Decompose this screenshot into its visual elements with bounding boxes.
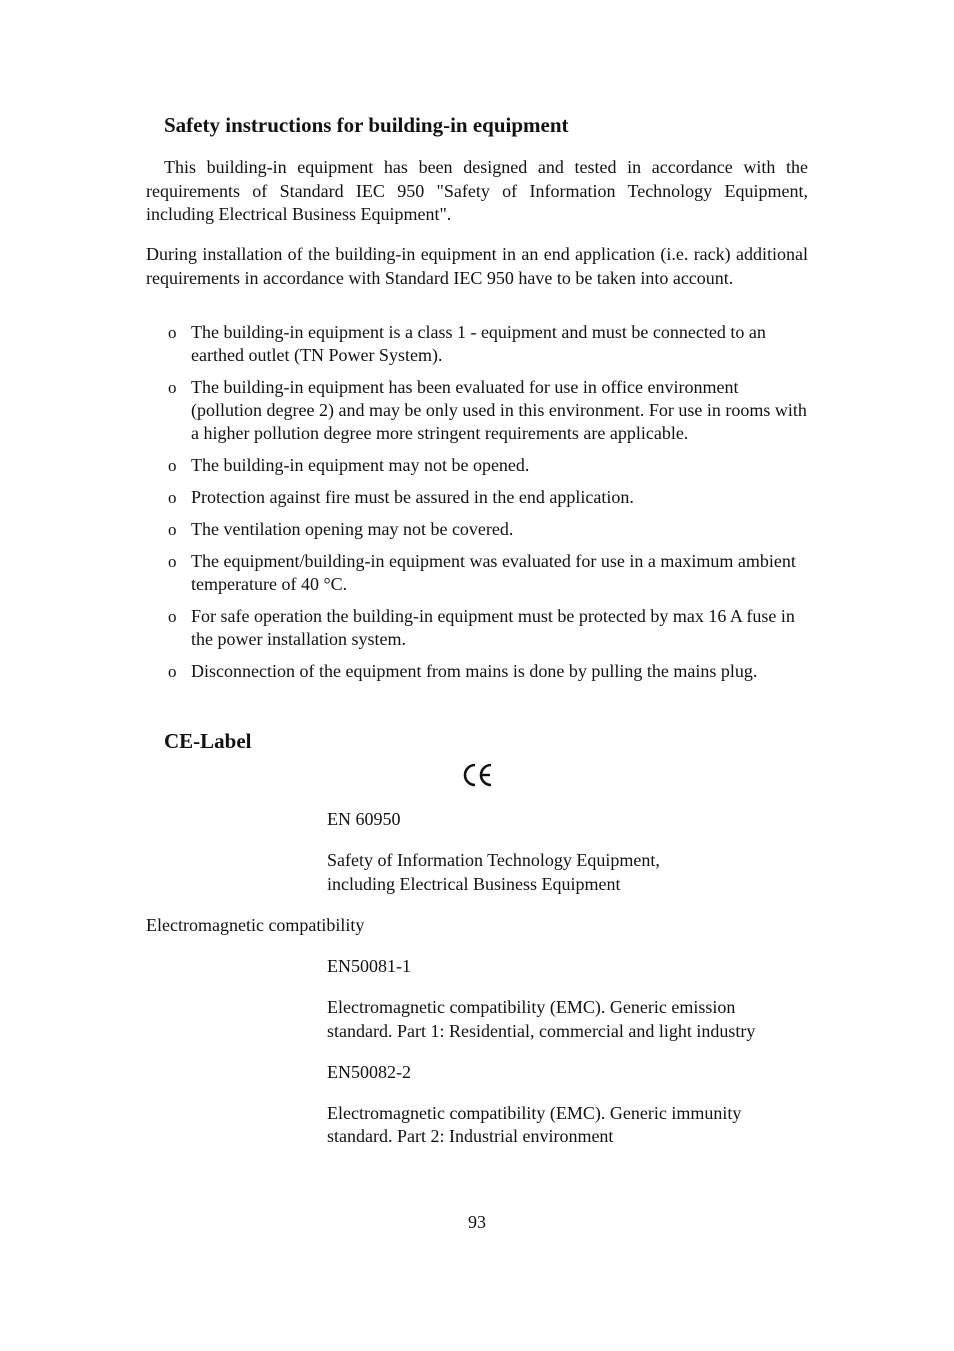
emc-standard-1-desc-line2: standard. Part 1: Residential, commercial and light industry <box>327 1021 756 1041</box>
ce-label-heading: CE-Label <box>164 729 252 753</box>
bullet-text: For safe operation the building-in equipment must be protected by max 16 A fuse in the power installation system. <box>191 606 795 649</box>
bullet-marker: o <box>168 323 177 342</box>
page-number: 93 <box>468 1212 486 1232</box>
bullet-marker: o <box>168 662 177 681</box>
safety-standard-desc-line1: Safety of Information Technology Equipment, <box>327 850 660 870</box>
list-item <box>146 550 808 596</box>
list-item <box>146 605 808 651</box>
list-item <box>146 486 808 509</box>
emc-standard-1-code: EN50081-1 <box>327 956 411 976</box>
intro-paragraph: This building-in equipment has been designed and tested in accordance with the requirements of Standard IEC 950 "Safety of Information Technology Equipment, including Electrical Business Equipment". <box>146 157 808 224</box>
safety-standard-desc-line2: including Electrical Business Equipment <box>327 874 621 894</box>
bullet-text: The building-in equipment has been evaluated for use in office environment (pollution degree 2) and may be only used in this environment. For use in rooms with a higher pollution degree more stringent requirements are applicable. <box>191 377 807 443</box>
bullet-marker: o <box>168 552 177 571</box>
list-item <box>146 454 808 477</box>
bullet-marker: o <box>168 488 177 507</box>
safety-standard-code: EN 60950 <box>327 809 401 829</box>
list-item <box>146 376 808 445</box>
safety-bullet-list <box>146 321 808 692</box>
installation-paragraph: During installation of the building-in equipment in an end application (i.e. rack) additional requirements in accordance with Standard IEC 950 have to be taken into account. <box>146 244 808 288</box>
bullet-marker: o <box>168 607 177 626</box>
bullet-marker: o <box>168 520 177 539</box>
bullet-text: Disconnection of the equipment from mains is done by pulling the mains plug. <box>191 661 758 681</box>
bullet-text: The building-in equipment is a class 1 - equipment and must be connected to an earthed outlet (TN Power System). <box>191 322 766 365</box>
emc-standard-2-desc-line1: Electromagnetic compatibility (EMC). Generic immunity <box>327 1103 742 1123</box>
emc-standard-2-desc-line2: standard. Part 2: Industrial environment <box>327 1126 614 1146</box>
bullet-text: The equipment/building-in equipment was evaluated for use in a maximum ambient temperature of 40 °C. <box>191 551 796 594</box>
emc-standard-1-desc-line1: Electromagnetic compatibility (EMC). Generic emission <box>327 997 736 1017</box>
bullet-marker: o <box>168 378 177 397</box>
bullet-text: Protection against fire must be assured in the end application. <box>191 487 634 507</box>
bullet-text: The ventilation opening may not be covered. <box>191 519 514 539</box>
emc-label: Electromagnetic compatibility <box>146 915 365 935</box>
list-item <box>146 660 808 683</box>
list-item <box>146 321 808 367</box>
ce-mark-icon <box>460 760 494 795</box>
bullet-text: The building-in equipment may not be opened. <box>191 455 530 475</box>
bullet-marker: o <box>168 456 177 475</box>
emc-standard-2-code: EN50082-2 <box>327 1062 411 1082</box>
list-item <box>146 518 808 541</box>
safety-instructions-heading: Safety instructions for building-in equipment <box>164 113 569 137</box>
